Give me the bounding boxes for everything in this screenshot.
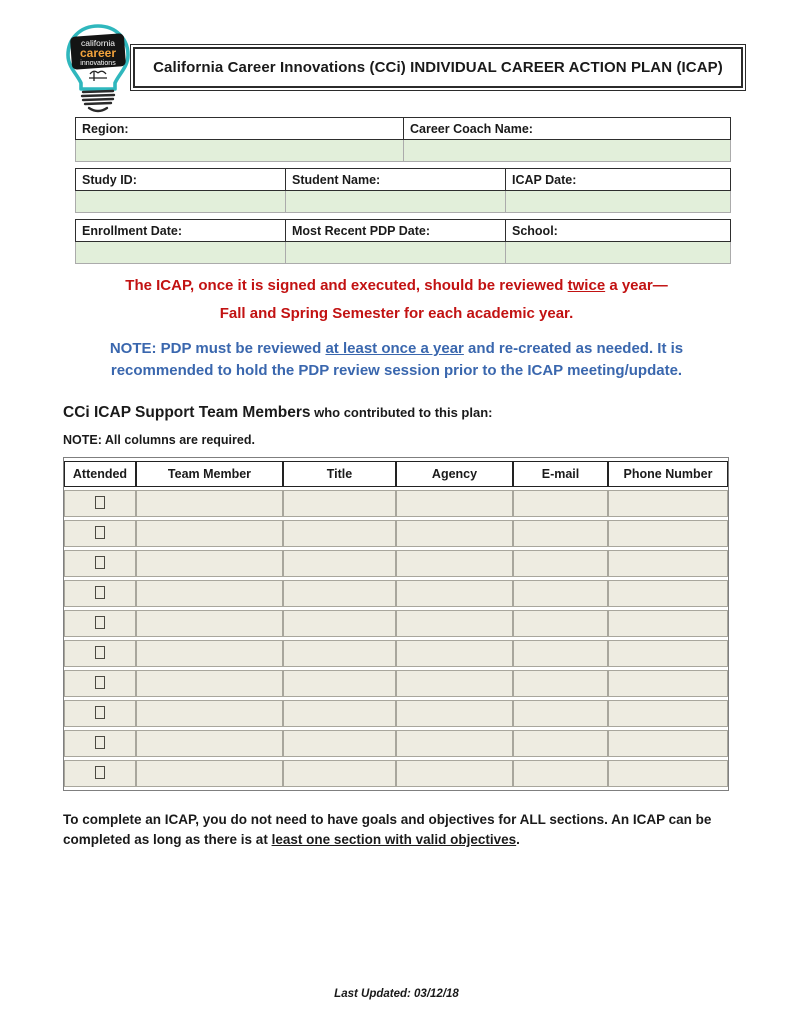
team-table-row bbox=[64, 550, 728, 577]
attended-checkbox-icon[interactable] bbox=[95, 526, 105, 539]
review-notice-line1: The ICAP, once it is signed and executed, should be reviewed twice a year— bbox=[125, 277, 668, 294]
cci-lightbulb-logo-icon bbox=[56, 22, 140, 118]
completion-note bbox=[63, 810, 730, 850]
title-cell[interactable] bbox=[283, 730, 396, 757]
email-cell[interactable] bbox=[513, 700, 608, 727]
team-member-cell[interactable] bbox=[136, 520, 283, 547]
title-cell[interactable] bbox=[283, 520, 396, 547]
team-table-header-row bbox=[64, 461, 728, 487]
col-header-agency: Agency bbox=[396, 461, 513, 487]
agency-cell[interactable] bbox=[396, 580, 513, 607]
last-updated-footer: Last Updated: 03/12/18 bbox=[334, 988, 459, 1000]
title-cell[interactable] bbox=[283, 700, 396, 727]
phone-cell[interactable] bbox=[608, 760, 728, 787]
agency-cell[interactable] bbox=[396, 670, 513, 697]
icap-date-label: ICAP Date: bbox=[506, 169, 731, 191]
agency-cell[interactable] bbox=[396, 730, 513, 757]
student-name-label: Student Name: bbox=[286, 169, 506, 191]
team-member-cell[interactable] bbox=[136, 730, 283, 757]
attended-checkbox-icon[interactable] bbox=[95, 586, 105, 599]
attended-checkbox-icon[interactable] bbox=[95, 736, 105, 749]
phone-cell[interactable] bbox=[608, 580, 728, 607]
phone-cell[interactable] bbox=[608, 490, 728, 517]
logo-word-career: career bbox=[79, 46, 117, 60]
team-member-cell[interactable] bbox=[136, 550, 283, 577]
team-table-row bbox=[64, 730, 728, 757]
title-cell[interactable] bbox=[283, 490, 396, 517]
attended-checkbox-icon[interactable] bbox=[95, 556, 105, 569]
completion-note-line2: completed as long as there is at least one section with valid objectives. bbox=[63, 832, 520, 847]
phone-cell[interactable] bbox=[608, 520, 728, 547]
attended-cell[interactable] bbox=[64, 520, 136, 547]
attended-checkbox-icon[interactable] bbox=[95, 496, 105, 509]
team-member-cell[interactable] bbox=[136, 640, 283, 667]
attended-cell[interactable] bbox=[64, 700, 136, 727]
attended-cell[interactable] bbox=[64, 550, 136, 577]
phone-cell[interactable] bbox=[608, 610, 728, 637]
agency-cell[interactable] bbox=[396, 700, 513, 727]
attended-cell[interactable] bbox=[64, 730, 136, 757]
attended-checkbox-icon[interactable] bbox=[95, 766, 105, 779]
logo-word-innovations: innovations bbox=[80, 60, 116, 67]
title-cell[interactable] bbox=[283, 670, 396, 697]
career-coach-input[interactable] bbox=[404, 140, 731, 162]
team-table-row bbox=[64, 610, 728, 637]
agency-cell[interactable] bbox=[396, 760, 513, 787]
email-cell[interactable] bbox=[513, 670, 608, 697]
title-cell[interactable] bbox=[283, 760, 396, 787]
col-header-title: Title bbox=[283, 461, 396, 487]
phone-cell[interactable] bbox=[608, 670, 728, 697]
attended-checkbox-icon[interactable] bbox=[95, 616, 105, 629]
region-label: Region: bbox=[76, 118, 404, 140]
info-section-region bbox=[75, 117, 731, 162]
student-name-input[interactable] bbox=[286, 191, 506, 213]
pdp-date-input[interactable] bbox=[286, 242, 506, 264]
team-table-row bbox=[64, 490, 728, 517]
team-section-heading-strong: CCi ICAP Support Team Members bbox=[63, 404, 311, 421]
attended-cell[interactable] bbox=[64, 580, 136, 607]
agency-cell[interactable] bbox=[396, 610, 513, 637]
team-table-row bbox=[64, 760, 728, 787]
student-info-form bbox=[75, 117, 730, 264]
support-team-table bbox=[63, 457, 729, 791]
career-coach-label: Career Coach Name: bbox=[404, 118, 731, 140]
team-table-row bbox=[64, 520, 728, 547]
attended-cell[interactable] bbox=[64, 670, 136, 697]
attended-cell[interactable] bbox=[64, 760, 136, 787]
team-section-note: NOTE: All columns are required. bbox=[63, 433, 255, 447]
completion-note-line1: To complete an ICAP, you do not need to have goals and objectives for ALL sections. An ICAP can be bbox=[63, 812, 712, 827]
agency-cell[interactable] bbox=[396, 520, 513, 547]
review-notice-line2: Fall and Spring Semester for each academic year. bbox=[219, 305, 574, 322]
team-table-row bbox=[64, 640, 728, 667]
team-section-heading bbox=[63, 404, 730, 422]
attended-checkbox-icon[interactable] bbox=[95, 676, 105, 689]
attended-cell[interactable] bbox=[64, 610, 136, 637]
team-member-cell[interactable] bbox=[136, 700, 283, 727]
title-cell[interactable] bbox=[283, 640, 396, 667]
attended-checkbox-icon[interactable] bbox=[95, 706, 105, 719]
title-cell[interactable] bbox=[283, 550, 396, 577]
email-cell[interactable] bbox=[513, 550, 608, 577]
team-member-cell[interactable] bbox=[136, 580, 283, 607]
col-header-attended: Attended bbox=[64, 461, 136, 487]
pdp-date-label: Most Recent PDP Date: bbox=[286, 220, 506, 242]
team-table-row bbox=[64, 670, 728, 697]
review-notice bbox=[63, 277, 730, 322]
pdp-note-line2: recommended to hold the PDP review session prior to the ICAP meeting/update. bbox=[110, 362, 683, 379]
email-cell[interactable] bbox=[513, 610, 608, 637]
phone-cell[interactable] bbox=[608, 550, 728, 577]
attended-cell[interactable] bbox=[64, 640, 136, 667]
title-cell[interactable] bbox=[283, 580, 396, 607]
team-member-cell[interactable] bbox=[136, 670, 283, 697]
info-section-enrollment bbox=[75, 219, 731, 264]
school-label: School: bbox=[506, 220, 731, 242]
email-cell[interactable] bbox=[513, 640, 608, 667]
email-cell[interactable] bbox=[513, 730, 608, 757]
email-cell[interactable] bbox=[513, 520, 608, 547]
page-title: California Career Innovations (CCi) INDIVIDUAL CAREER ACTION PLAN (ICAP) bbox=[153, 59, 723, 76]
col-header-team-member: Team Member bbox=[136, 461, 283, 487]
pdp-note bbox=[63, 338, 730, 382]
team-member-cell[interactable] bbox=[136, 490, 283, 517]
agency-cell[interactable] bbox=[396, 490, 513, 517]
email-cell[interactable] bbox=[513, 490, 608, 517]
team-table-row bbox=[64, 580, 728, 607]
col-header-phone-number: Phone Number bbox=[608, 461, 728, 487]
phone-cell[interactable] bbox=[608, 730, 728, 757]
phone-cell[interactable] bbox=[608, 700, 728, 727]
phone-cell[interactable] bbox=[608, 640, 728, 667]
team-member-cell[interactable] bbox=[136, 610, 283, 637]
team-member-cell[interactable] bbox=[136, 760, 283, 787]
attended-cell[interactable] bbox=[64, 490, 136, 517]
info-section-student bbox=[75, 168, 731, 213]
team-table-row bbox=[64, 700, 728, 727]
team-section-heading-rest: who contributed to this plan: bbox=[310, 405, 493, 420]
enrollment-date-label: Enrollment Date: bbox=[76, 220, 286, 242]
email-cell[interactable] bbox=[513, 760, 608, 787]
enrollment-date-input[interactable] bbox=[76, 242, 286, 264]
document-title-box bbox=[130, 44, 746, 91]
col-header-email: E-mail bbox=[513, 461, 608, 487]
study-id-input[interactable] bbox=[76, 191, 286, 213]
title-cell[interactable] bbox=[283, 610, 396, 637]
study-id-label: Study ID: bbox=[76, 169, 286, 191]
region-input[interactable] bbox=[76, 140, 404, 162]
attended-checkbox-icon[interactable] bbox=[95, 646, 105, 659]
agency-cell[interactable] bbox=[396, 550, 513, 577]
school-input[interactable] bbox=[506, 242, 731, 264]
pdp-note-line1: NOTE: PDP must be reviewed at least once a year and re-created as needed. It is bbox=[109, 340, 684, 357]
logo-word-california: california bbox=[80, 38, 116, 48]
email-cell[interactable] bbox=[513, 580, 608, 607]
agency-cell[interactable] bbox=[396, 640, 513, 667]
icap-date-input[interactable] bbox=[506, 191, 731, 213]
